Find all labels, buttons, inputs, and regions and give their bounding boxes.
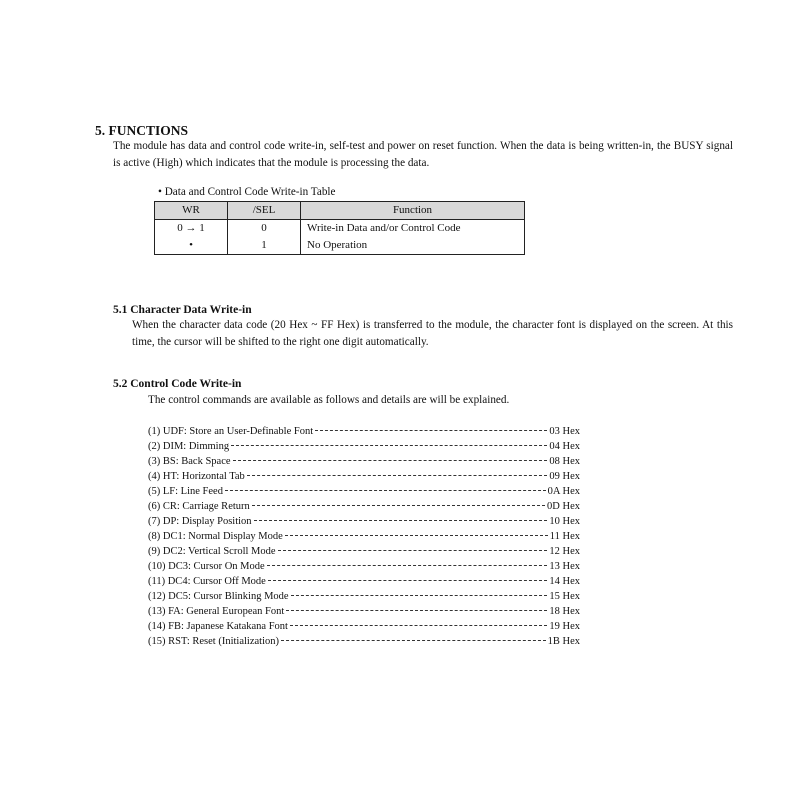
command-name: (3) BS: Back Space [148, 456, 231, 467]
command-item [148, 574, 580, 589]
subsection-title-5-2: 5.2 Control Code Write-in [113, 378, 242, 390]
leader-dots [254, 520, 548, 521]
subsection-title-5-1: 5.1 Character Data Write-in [113, 304, 252, 316]
command-name: (7) DP: Display Position [148, 516, 252, 527]
command-item [148, 484, 580, 499]
command-name: (4) HT: Horizontal Tab [148, 471, 245, 482]
command-name: (1) UDF: Store an User-Definable Font [148, 426, 314, 437]
command-item [148, 454, 580, 469]
write-in-table [154, 201, 525, 255]
command-item [148, 529, 580, 544]
command-item [148, 544, 580, 559]
command-code: 14 Hex [549, 576, 580, 587]
command-item [148, 469, 580, 484]
leader-dots [252, 505, 545, 506]
cell-sel: 1 [228, 237, 301, 255]
header-function: Function [301, 202, 525, 220]
command-name: (9) DC2: Vertical Scroll Mode [148, 546, 276, 557]
command-code: 13 Hex [549, 561, 580, 572]
command-item [148, 589, 580, 604]
command-code: 03 Hex [549, 426, 580, 437]
command-list [148, 424, 580, 649]
leader-dots [281, 640, 546, 641]
command-code: 04 Hex [549, 441, 580, 452]
subsection-text-5-1: When the character data code (20 Hex ~ FF Hex) is transferred to the module, the character font is displayed on the screen. At this time, the cursor will be shifted to the right one digit automatically. [132, 319, 733, 348]
header-wr: WR [155, 202, 228, 220]
leader-dots [231, 445, 547, 446]
command-code: 18 Hex [549, 606, 580, 617]
table-caption: • Data and Control Code Write-in Table [158, 186, 336, 198]
leader-dots [286, 610, 547, 611]
cell-function: No Operation [301, 237, 525, 255]
intro-paragraph: The module has data and control code write-in, self-test and power on reset function. When the data is being written-in, the BUSY signal is active (High) which indicates that the module is processing the data. [113, 140, 733, 169]
command-name: (2) DIM: Dimming [148, 441, 230, 452]
command-code: 11 Hex [549, 531, 580, 542]
command-item [148, 424, 580, 439]
command-item [148, 439, 580, 454]
command-name: (6) CR: Carriage Return [148, 501, 250, 512]
leader-dots [233, 460, 548, 461]
command-name: (8) DC1: Normal Display Mode [148, 531, 283, 542]
section-title: 5. FUNCTIONS [95, 123, 189, 138]
command-code: 0A Hex [547, 486, 580, 497]
table-row [155, 220, 525, 238]
command-item [148, 634, 580, 649]
leader-dots [268, 580, 548, 581]
table-row [155, 237, 525, 255]
header-sel: /SEL [228, 202, 301, 220]
command-code: 08 Hex [549, 456, 580, 467]
leader-dots [291, 595, 548, 596]
command-code: 12 Hex [549, 546, 580, 557]
leader-dots [285, 535, 548, 536]
leader-dots [247, 475, 548, 476]
command-name: (12) DC5: Cursor Blinking Mode [148, 591, 289, 602]
subsection-text-5-2: The control commands are available as follows and details are will be explained. [148, 394, 510, 406]
command-code: 09 Hex [549, 471, 580, 482]
command-item [148, 619, 580, 634]
table-header-row [155, 202, 525, 220]
command-code: 0D Hex [547, 501, 580, 512]
command-item [148, 559, 580, 574]
command-name: (14) FB: Japanese Katakana Font [148, 621, 288, 632]
cell-wr: • [155, 237, 228, 255]
leader-dots [267, 565, 548, 566]
command-code: 19 Hex [549, 621, 580, 632]
leader-dots [225, 490, 546, 491]
cell-function: Write-in Data and/or Control Code [301, 220, 525, 238]
cell-wr: 0 → 1 [155, 220, 228, 238]
command-code: 1B Hex [547, 636, 580, 647]
command-code: 15 Hex [549, 591, 580, 602]
leader-dots [278, 550, 548, 551]
cell-sel: 0 [228, 220, 301, 238]
command-name: (11) DC4: Cursor Off Mode [148, 576, 266, 587]
command-code: 10 Hex [549, 516, 580, 527]
command-name: (10) DC3: Cursor On Mode [148, 561, 265, 572]
command-item [148, 499, 580, 514]
command-item [148, 514, 580, 529]
command-name: (15) RST: Reset (Initialization) [148, 636, 279, 647]
leader-dots [315, 430, 547, 431]
command-name: (5) LF: Line Feed [148, 486, 223, 497]
command-name: (13) FA: General European Font [148, 606, 285, 617]
command-item [148, 604, 580, 619]
leader-dots [290, 625, 547, 626]
